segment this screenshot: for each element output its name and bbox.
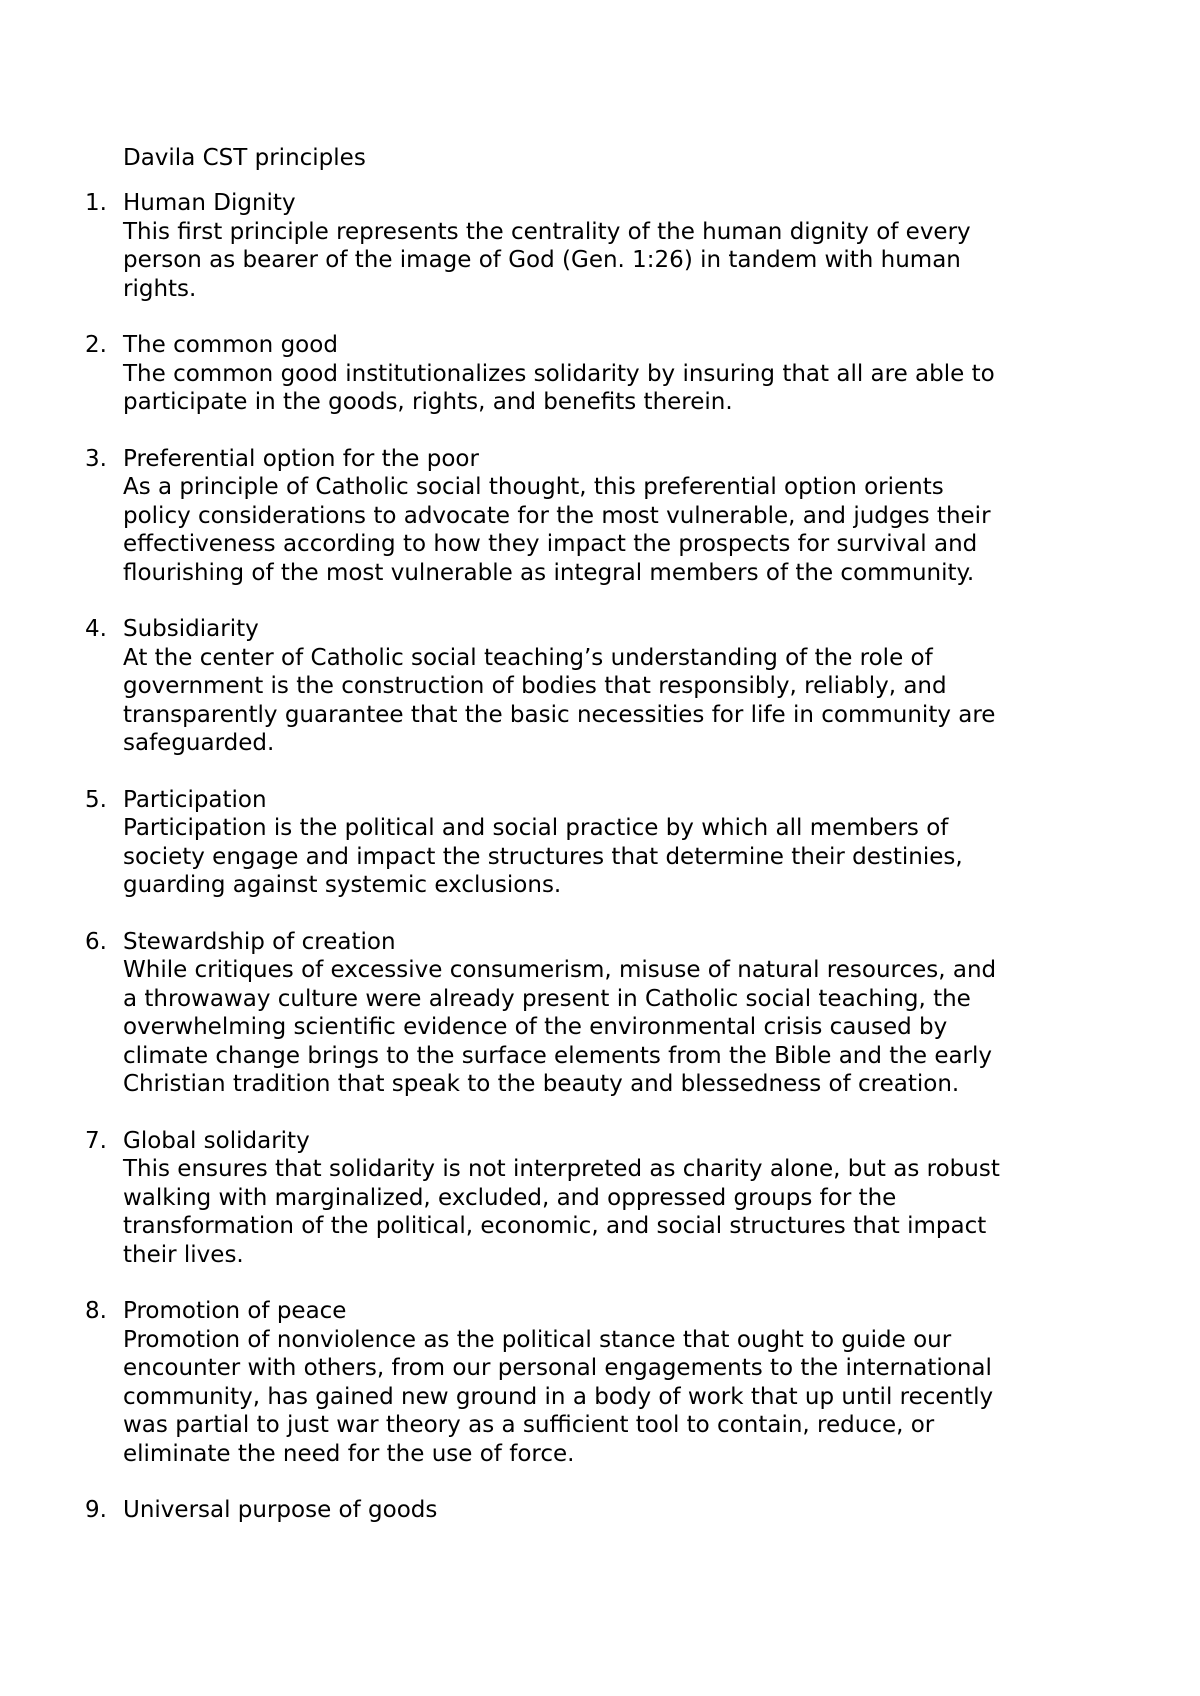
principle-name: Universal purpose of goods	[123, 1497, 438, 1523]
principle-description	[123, 956, 1073, 1099]
description-line: walking with marginalized, excluded, and oppressed groups for the	[123, 1184, 897, 1211]
description-line: This first principle represents the centrality of the human dignity of every	[123, 218, 971, 245]
description-line: transparently guarantee that the basic necessities for life in community are	[123, 701, 996, 728]
principle-name: Human Dignity	[123, 190, 296, 216]
principle-name: Subsidiarity	[123, 616, 259, 642]
description-line: While critiques of excessive consumerism, misuse of natural resources, and	[123, 957, 997, 983]
description-line: guarding against systemic exclusions.	[123, 872, 562, 898]
principle-name: Preferential option for the poor	[123, 445, 479, 472]
principle-description	[123, 1155, 1073, 1269]
description-line: their lives.	[123, 1241, 244, 1268]
description-line: Promotion of nonviolence as the political stance that ought to guide our	[123, 1326, 952, 1353]
item-number: 6.	[85, 928, 107, 955]
description-line: rights.	[123, 275, 197, 302]
description-line: As a principle of Catholic social thought, this preferential option orients	[123, 474, 944, 500]
principle-description	[123, 644, 1073, 758]
principle-name: Promotion of peace	[123, 1298, 347, 1324]
list-item	[0, 189, 1073, 303]
description-line: safeguarded.	[123, 730, 275, 756]
item-number: 5.	[85, 786, 107, 813]
list-item	[0, 1496, 1073, 1525]
description-line: encounter with others, from our personal engagements to the international	[123, 1355, 992, 1381]
list-item	[0, 786, 1073, 900]
description-line: policy considerations to advocate for the most vulnerable, and judges their	[123, 502, 991, 529]
description-line: transformation of the political, economic, and social structures that impact	[123, 1213, 987, 1239]
list-item	[0, 445, 1073, 588]
principle-description	[123, 814, 1073, 900]
description-line: The common good institutionalizes solidarity by insuring that all are able to	[123, 360, 995, 387]
list-item	[0, 615, 1073, 758]
description-line: a throwaway culture were already present in Catholic social teaching, the	[123, 985, 971, 1012]
principle-description	[123, 360, 1073, 417]
description-line: person as bearer of the image of God (Gen. 1:26) in tandem with human	[123, 247, 961, 273]
list-item	[0, 928, 1073, 1099]
description-line: This ensures that solidarity is not interpreted as charity alone, but as robust	[123, 1156, 1000, 1182]
description-line: effectiveness according to how they impact the prospects for survival and	[123, 531, 978, 557]
item-number: 8.	[85, 1298, 107, 1324]
description-line: flourishing of the most vulnerable as integral members of the community.	[123, 559, 975, 586]
principle-name: The common good	[123, 332, 338, 358]
item-number: 3.	[85, 445, 107, 472]
description-line: government is the construction of bodies that responsibly, reliably, and	[123, 673, 947, 699]
description-line: Christian tradition that speak to the beauty and blessedness of creation.	[123, 1071, 960, 1097]
description-line: At the center of Catholic social teaching’s understanding of the role of	[123, 644, 933, 671]
description-line: overwhelming scientific evidence of the environmental crisis caused by	[123, 1014, 948, 1040]
description-line: community, has gained new ground in a body of work that up until recently	[123, 1383, 994, 1410]
list-item	[0, 331, 1073, 417]
list-item	[0, 1127, 1073, 1270]
description-line: climate change brings to the surface elements from the Bible and the early	[123, 1042, 993, 1069]
description-line: was partial to just war theory as a sufficient tool to contain, reduce, or	[123, 1412, 935, 1438]
principles-list	[0, 189, 1200, 1553]
description-line: eliminate the need for the use of force.	[123, 1440, 575, 1467]
principle-description	[123, 218, 1073, 304]
principle-description	[123, 473, 1073, 587]
principle-name: Stewardship of creation	[123, 928, 396, 955]
principle-name: Participation	[123, 786, 267, 813]
item-number: 9.	[85, 1497, 107, 1523]
item-number: 1.	[85, 190, 107, 216]
document-title: Davila CST principles	[123, 145, 366, 171]
item-number: 4.	[85, 616, 107, 642]
principle-description	[123, 1326, 1073, 1469]
item-number: 7.	[85, 1127, 107, 1154]
description-line: participate in the goods, rights, and benefits therein.	[123, 389, 733, 415]
principle-name: Global solidarity	[123, 1127, 310, 1154]
description-line: society engage and impact the structures that determine their destinies,	[123, 843, 963, 870]
description-line: Participation is the political and social practice by which all members of	[123, 815, 949, 841]
item-number: 2.	[85, 332, 107, 358]
list-item	[0, 1297, 1073, 1468]
